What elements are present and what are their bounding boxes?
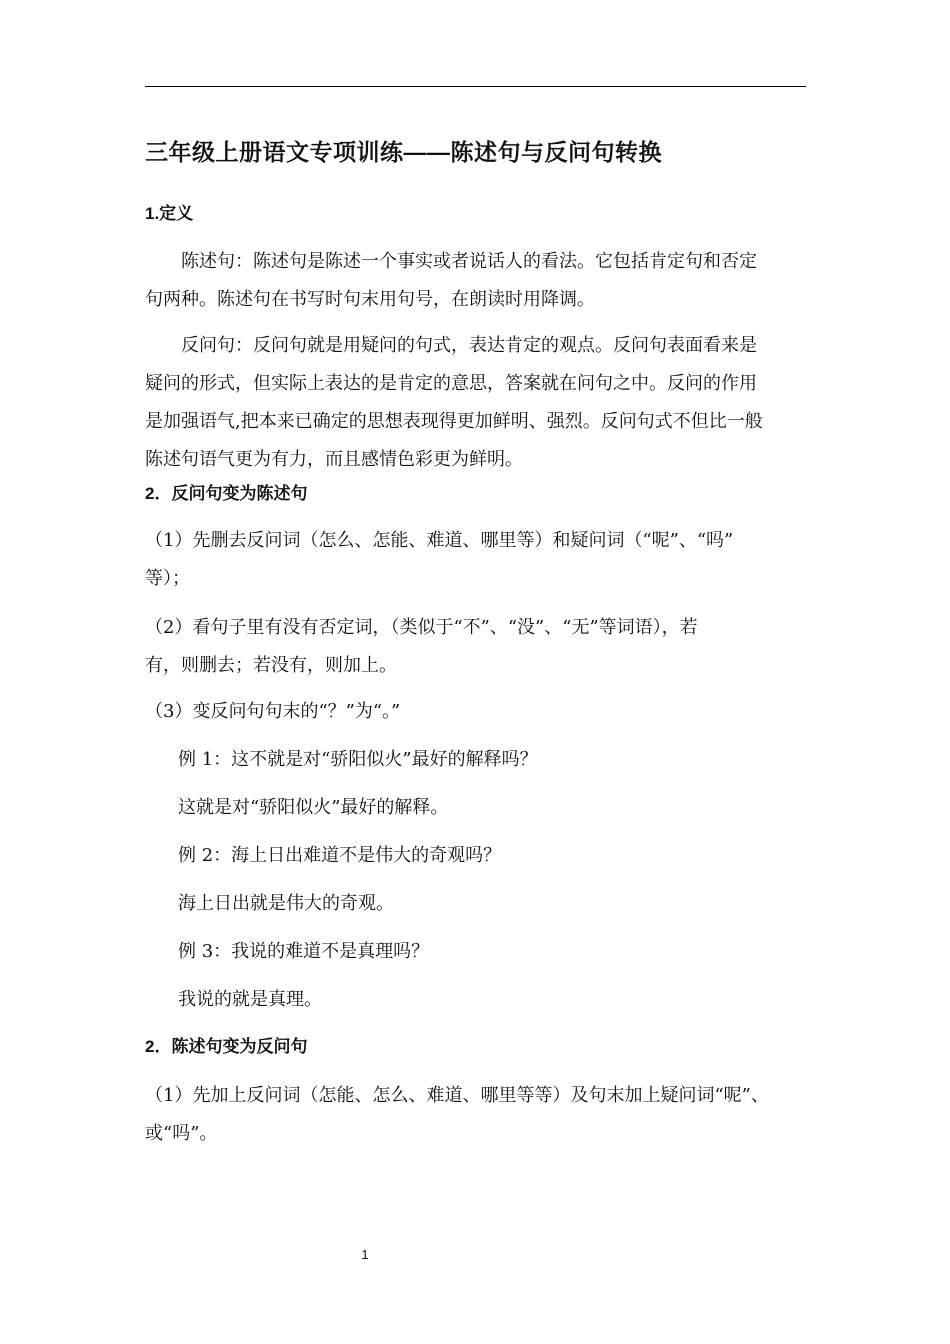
paragraph-line: 是加强语气,把本来已确定的思想表现得更加鲜明、强烈。反问句式不但比一般 [145,411,763,432]
section-heading-declarative-to-rhetorical: 2．陈述句变为反问句 [145,1037,308,1056]
page-number: 1 [361,1247,369,1262]
step-line: 等）； [145,568,190,589]
paragraph-line: 句两种。陈述句在书写时句末用句号，在朗读时用降调。 [145,289,595,310]
section-heading-rhetorical-to-declarative: 2．反问句变为陈述句 [145,484,308,503]
step-3: （3）变反问句句末的“？”为“。” [145,701,401,722]
step-line: 或“吗”。 [145,1123,218,1144]
step-line: （1）先删去反问词（怎么、怎能、难道、哪里等）和疑问词（“呢”、“吗” [145,530,734,551]
example-3-answer: 我说的就是真理。 [178,989,322,1010]
paragraph-rhetorical-definition [145,327,806,479]
step-2 [145,609,806,685]
step-line: （2）看句子里有没有否定词，（类似于“不”、“没”、“无”等词语），若 [145,617,698,638]
document-title: 三年级上册语文专项训练——陈述句与反问句转换 [145,139,662,165]
example-3-question: 例 3：我说的难道不是真理吗？ [178,941,430,962]
paragraph-line: 疑问的形式，但实际上表达的是肯定的意思，答案就在问句之中。反问的作用 [145,373,757,394]
step-1-reverse [145,1077,806,1153]
paragraph-line: 反问句：反问句就是用疑问的句式，表达肯定的观点。反问句表面看来是 [181,335,757,356]
paragraph-declarative-definition [145,243,806,319]
example-2-question: 例 2：海上日出难道不是伟大的奇观吗？ [178,845,502,866]
section-heading-definition: 1.定义 [145,204,194,223]
paragraph-line: 陈述句：陈述句是陈述一个事实或者说话人的看法。它包括肯定句和否定 [181,251,757,272]
step-1 [145,522,806,598]
step-line: 有，则删去；若没有，则加上。 [145,655,397,676]
example-1-question: 例 1：这不就是对“骄阳似火”最好的解释吗？ [178,749,538,770]
paragraph-line: 陈述句语气更为有力，而且感情色彩更为鲜明。 [145,449,523,470]
example-1-answer: 这就是对“骄阳似火”最好的解释。 [178,797,449,818]
step-line: （1）先加上反问词（怎能、怎么、难道、哪里等等）及句末加上疑问词“呢”、 [145,1085,769,1106]
example-2-answer: 海上日出就是伟大的奇观。 [178,893,394,914]
header-rule [145,86,806,87]
